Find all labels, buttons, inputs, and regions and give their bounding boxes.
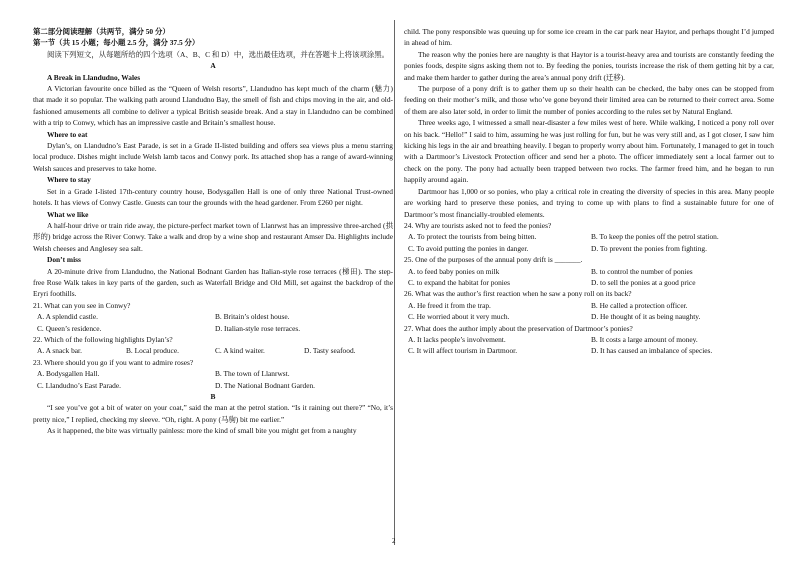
part-heading: 第二部分阅读理解（共两节，满分 50 分）	[33, 27, 170, 36]
option-a: A. A snack bar.	[37, 346, 82, 356]
question-25	[404, 254, 774, 288]
question-stem: 22. Which of the following highlights Dylan’s?	[33, 334, 173, 344]
option-a: A. A splendid castle.	[37, 312, 98, 322]
option-d: D. The National Bodnant Garden.	[215, 380, 316, 390]
passage-b-p5: Three weeks ago, I witnessed a small near-disaster a few miles west of here. While walking, I noticed a pony roll over on his back. “Hello!” I said to him, assuming he was just rolling for fun, but he was very still and, as I got closer, I saw him kicking his legs in the air and breathing heavily. I began to properly worry about him. Fortunately, I managed to get in touch with a Dartmoor’s Livestock Protection officer and send her a photo. The officer immediately sent a local farmer out to check on the pony. The pony had actually been trapped between two rocks. The farmer freed him, and he began to run happily around again.	[404, 118, 774, 185]
option-d: D. It has caused an imbalance of species.	[591, 346, 713, 356]
page-number: 2	[392, 537, 396, 545]
stay-text: Set in a Grade I-listed 17th-century country house, Bodysgallen Hall is one of only three National Trust-owned hotels. It has views of Conwy Castle. Guests can tour the grounds with the head gardener. From £260 per night.	[33, 186, 393, 208]
passage-b-letter: B	[210, 392, 216, 401]
option-b: B. Local produce.	[126, 346, 179, 356]
option-b: B. He called a protection officer.	[591, 300, 688, 310]
section-heading: 第一节（共 15 小题；每小题 2.5 分，满分 37.5 分）	[33, 38, 200, 48]
option-a: A. To protect the tourists from being bitten.	[408, 232, 537, 242]
stay-heading: Where to stay	[47, 175, 91, 185]
miss-text: A 20-minute drive from Llandudno, the National Bodnant Garden has Italian-style rose terraces (梯田). The step-free Rose Walk takes in key parts of the garden, such as Waterfall Bridge and Old Mill, set against the backdrop of the Eryri foothills.	[33, 266, 393, 299]
eat-text: Dylan’s, on Llandudno’s East Parade, is set in a Grade II-listed building and offers sea views plus a menu starring local produce. Dishes might include Welsh lamb tacos and Conwy pork. Its attached shop has a range of award-winning Welsh sauces and preserves to take home.	[33, 141, 393, 173]
option-d: D. to sell the ponies at a good price	[591, 277, 696, 287]
passage-a-intro: A Victorian favourite once billed as the “Queen of Welsh resorts”, Llandudno has kept much of the charm (魅力) that made it so popular. The walking path around Llandudno Bay, the smell of fish and chips moving in the air, and old-fashioned amusements all combine to deliver a typical British seaside break. And a stay in Llandudno can be combined with a trip to Conwy, which has an impressive castle and Britain’s smallest house.	[33, 84, 393, 128]
option-c: C. It will affect tourism in Dartmoor.	[408, 346, 518, 356]
option-a: A. to feed baby ponies on milk	[408, 266, 500, 276]
passage-a-letter: A	[210, 61, 216, 71]
passage-b-p2-start: As it happened, the bite was virtually painless: more the kind of small bite you might get from a naughty	[47, 426, 357, 436]
miss-heading: Don’t miss	[47, 255, 81, 265]
instructions: 阅读下列短文，从每题所给的四个选项（A、B、C 和 D）中，选出最佳选项，并在答题卡上将该项涂黑。	[47, 49, 390, 59]
passage-a-title: A Break in Llandudno, Wales	[47, 72, 141, 82]
question-stem: 26. What was the author’s first reaction when he saw a pony roll on its back?	[404, 289, 632, 299]
question-27	[404, 323, 774, 357]
passage-b-p4: The purpose of a pony drift is to gather them up so their health can be checked, the baby ones can be stopped from feeding on their mother’s milk, and those who’ve gone beyond their limited area can be returned to their correct area. Some of them are also later sold, in order to limit the number of ponies according to the rules set by Natural England.	[404, 84, 774, 116]
option-a: A. He freed it from the trap.	[408, 300, 491, 310]
like-heading: What we like	[47, 209, 89, 219]
question-22	[33, 334, 393, 357]
option-d: D. He thought of it as being naughty.	[591, 312, 701, 322]
option-a: A. It lacks people’s involvement.	[408, 334, 506, 344]
option-c: C. Queen’s residence.	[37, 323, 102, 333]
passage-b-p2-end: child. The pony responsible was queuing up for some ice cream in the car park near Haytor, and perhaps thought I’d jumped in ahead of him.	[404, 27, 774, 48]
option-b: B. It costs a large amount of money.	[591, 334, 698, 344]
question-23	[33, 357, 393, 391]
option-c: C. Llandudno’s East Parade.	[37, 380, 121, 390]
option-b: B. The town of Llanrwst.	[215, 369, 290, 379]
option-c: C. To avoid putting the ponies in danger.	[408, 243, 529, 253]
option-c: C. He worried about it very much.	[408, 312, 510, 322]
option-d: D. Italian-style rose terraces.	[215, 323, 301, 333]
option-d: D. Tasty seafood.	[304, 346, 356, 356]
question-24	[404, 220, 774, 254]
option-a: A. Bodysgallen Hall.	[37, 369, 100, 379]
question-stem: 23. Where should you go if you want to admire roses?	[33, 357, 194, 367]
option-c: C. to expand the habitat for ponies	[408, 277, 511, 287]
like-text: A half-hour drive or train ride away, the picture-perfect market town of Llanrwst has an impressive three-arched (拱形的) bridge across the River Conwy. Take a walk and drop by a wine shop and restaurant Amser Da. Highlights include Welsh cheeses and Anglesey sea salt.	[33, 220, 393, 253]
question-stem: 24. Why are tourists asked not to feed the ponies?	[404, 220, 552, 230]
option-c: C. A kind waiter.	[215, 346, 265, 356]
option-b: B. Britain’s oldest house.	[215, 312, 290, 322]
eat-heading: Where to eat	[47, 129, 88, 139]
question-stem: 21. What can you see in Conwy?	[33, 300, 131, 310]
passage-b-p1: “I see you’ve got a bit of water on your coat,” said the man at the petrol station. “Is it raining out there?” “No, it’s pretty nice,” I replied, checking my sleeve. “Oh, right. A pony (马驹) bit me earlier.”	[33, 403, 393, 424]
passage-b-p3: The reason why the ponies here are naughty is that Haytor is a tourist-heavy area and tourists are constantly feeding the ponies foods, despite signs asking them not to. By feeding the ponies, tourists increase the risk of them getting hit by a car, and make them harder to gather during the area’s annual pony drift (迁移).	[404, 49, 774, 82]
column-divider	[394, 20, 395, 545]
passage-b-p6: Dartmoor has 1,000 or so ponies, who play a critical role in creating the diversity of species in this area. Many people are working hard to preserve these ponies, and trying to come up with plans to find a sustainable future for one of Dartmoor’s most financially-troubled elements.	[404, 186, 774, 219]
question-26	[404, 288, 774, 322]
option-b: B. to control the number of ponies	[591, 266, 693, 276]
option-b: B. To keep the ponies off the petrol station.	[591, 232, 719, 242]
question-stem: 27. What does the author imply about the preservation of Dartmoor’s ponies?	[404, 323, 633, 333]
left-column	[33, 26, 393, 437]
right-column	[404, 26, 774, 357]
question-21	[33, 300, 393, 334]
option-d: D. To prevent the ponies from fighting.	[591, 243, 707, 253]
question-stem: 25. One of the purposes of the annual pony drift is _______.	[404, 255, 583, 265]
